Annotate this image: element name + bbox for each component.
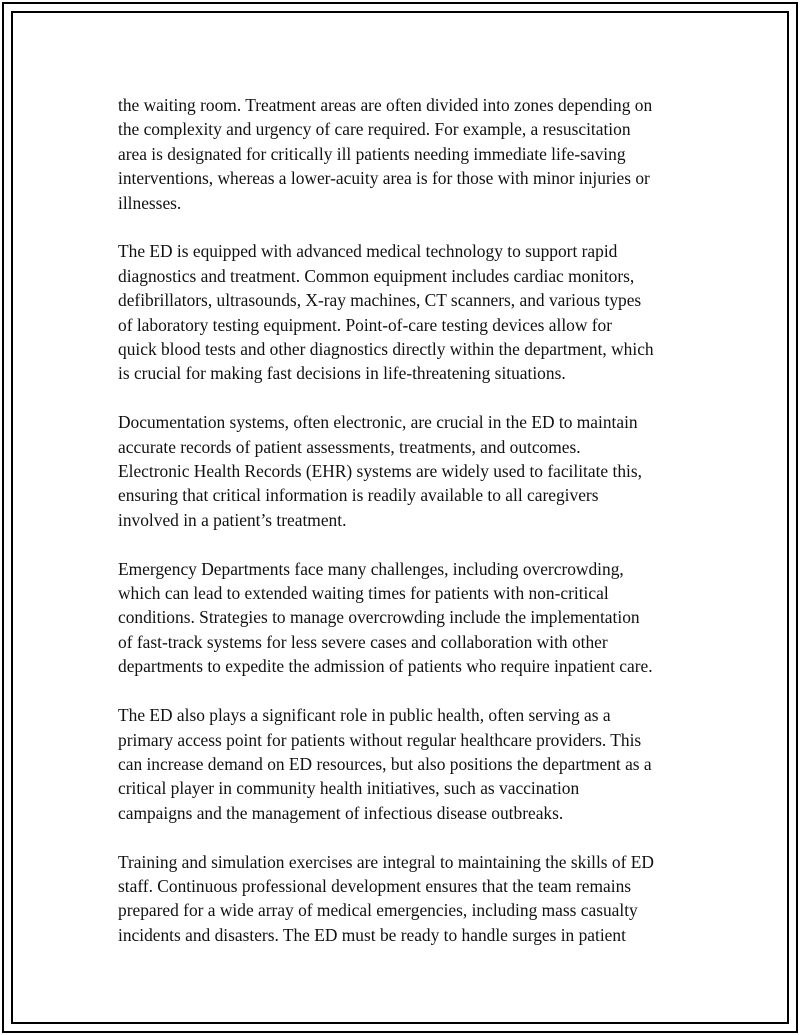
text-line: campaigns and the management of infectious disease outbreaks. <box>118 802 564 823</box>
text-line: conditions. Strategies to manage overcrowding include the implementation <box>118 607 640 628</box>
paragraph-documentation-systems <box>118 410 690 532</box>
text-line: involved in a patient’s treatment. <box>118 509 347 530</box>
text-line: the waiting room. Treatment areas are often divided into zones depending on <box>118 95 653 115</box>
text-line: quick blood tests and other diagnostics directly within the department, which <box>118 339 654 360</box>
text-line: critical player in community health initiatives, such as vaccination <box>118 778 580 799</box>
text-line: illnesses. <box>118 192 182 213</box>
text-line: The ED is equipped with advanced medical technology to support rapid <box>118 241 618 262</box>
text-line: Electronic Health Records (EHR) systems are widely used to facilitate this, <box>118 461 642 482</box>
text-line: can increase demand on ED resources, but also positions the department as a <box>118 753 652 774</box>
text-line: the complexity and urgency of care required. For example, a resuscitation <box>118 119 631 140</box>
text-line: is crucial for making fast decisions in life-threatening situations. <box>118 363 566 384</box>
text-line: Training and simulation exercises are integral to maintaining the skills of ED <box>118 851 654 872</box>
paragraph-overcrowding-challenges <box>118 557 690 679</box>
text-line: of fast-track systems for less severe cases and collaboration with other <box>118 631 608 652</box>
paragraph-waiting-room-zones <box>118 93 690 215</box>
text-line: of laboratory testing equipment. Point-of-care testing devices allow for <box>118 314 613 335</box>
text-line: interventions, whereas a lower-acuity area is for those with minor injuries or <box>118 168 650 189</box>
text-line: ensuring that critical information is readily available to all caregivers <box>118 485 599 506</box>
text-line: departments to expedite the admission of patients who require inpatient care. <box>118 656 653 677</box>
paragraph-medical-technology <box>118 239 690 385</box>
text-line: The ED also plays a significant role in public health, often serving as a <box>118 705 611 726</box>
text-line: Emergency Departments face many challenges, including overcrowding, <box>118 558 624 579</box>
paragraph-training-simulation <box>118 850 690 948</box>
text-line: accurate records of patient assessments, treatments, and outcomes. <box>118 436 581 457</box>
text-line: diagnostics and treatment. Common equipment includes cardiac monitors, <box>118 265 635 286</box>
text-line: area is designated for critically ill patients needing immediate life-saving <box>118 143 626 164</box>
text-line: prepared for a wide array of medical emergencies, including mass casualty <box>118 900 638 921</box>
text-line: incidents and disasters. The ED must be ready to handle surges in patient <box>118 924 626 945</box>
document-body <box>118 93 690 972</box>
text-line: staff. Continuous professional development ensures that the team remains <box>118 875 632 896</box>
text-line: defibrillators, ultrasounds, X-ray machines, CT scanners, and various types <box>118 290 642 311</box>
text-line: primary access point for patients without regular healthcare providers. This <box>118 729 642 750</box>
text-line: Documentation systems, often electronic, are crucial in the ED to maintain <box>118 412 638 433</box>
text-line: which can lead to extended waiting times for patients with non-critical <box>118 583 609 604</box>
paragraph-public-health-role <box>118 703 690 825</box>
